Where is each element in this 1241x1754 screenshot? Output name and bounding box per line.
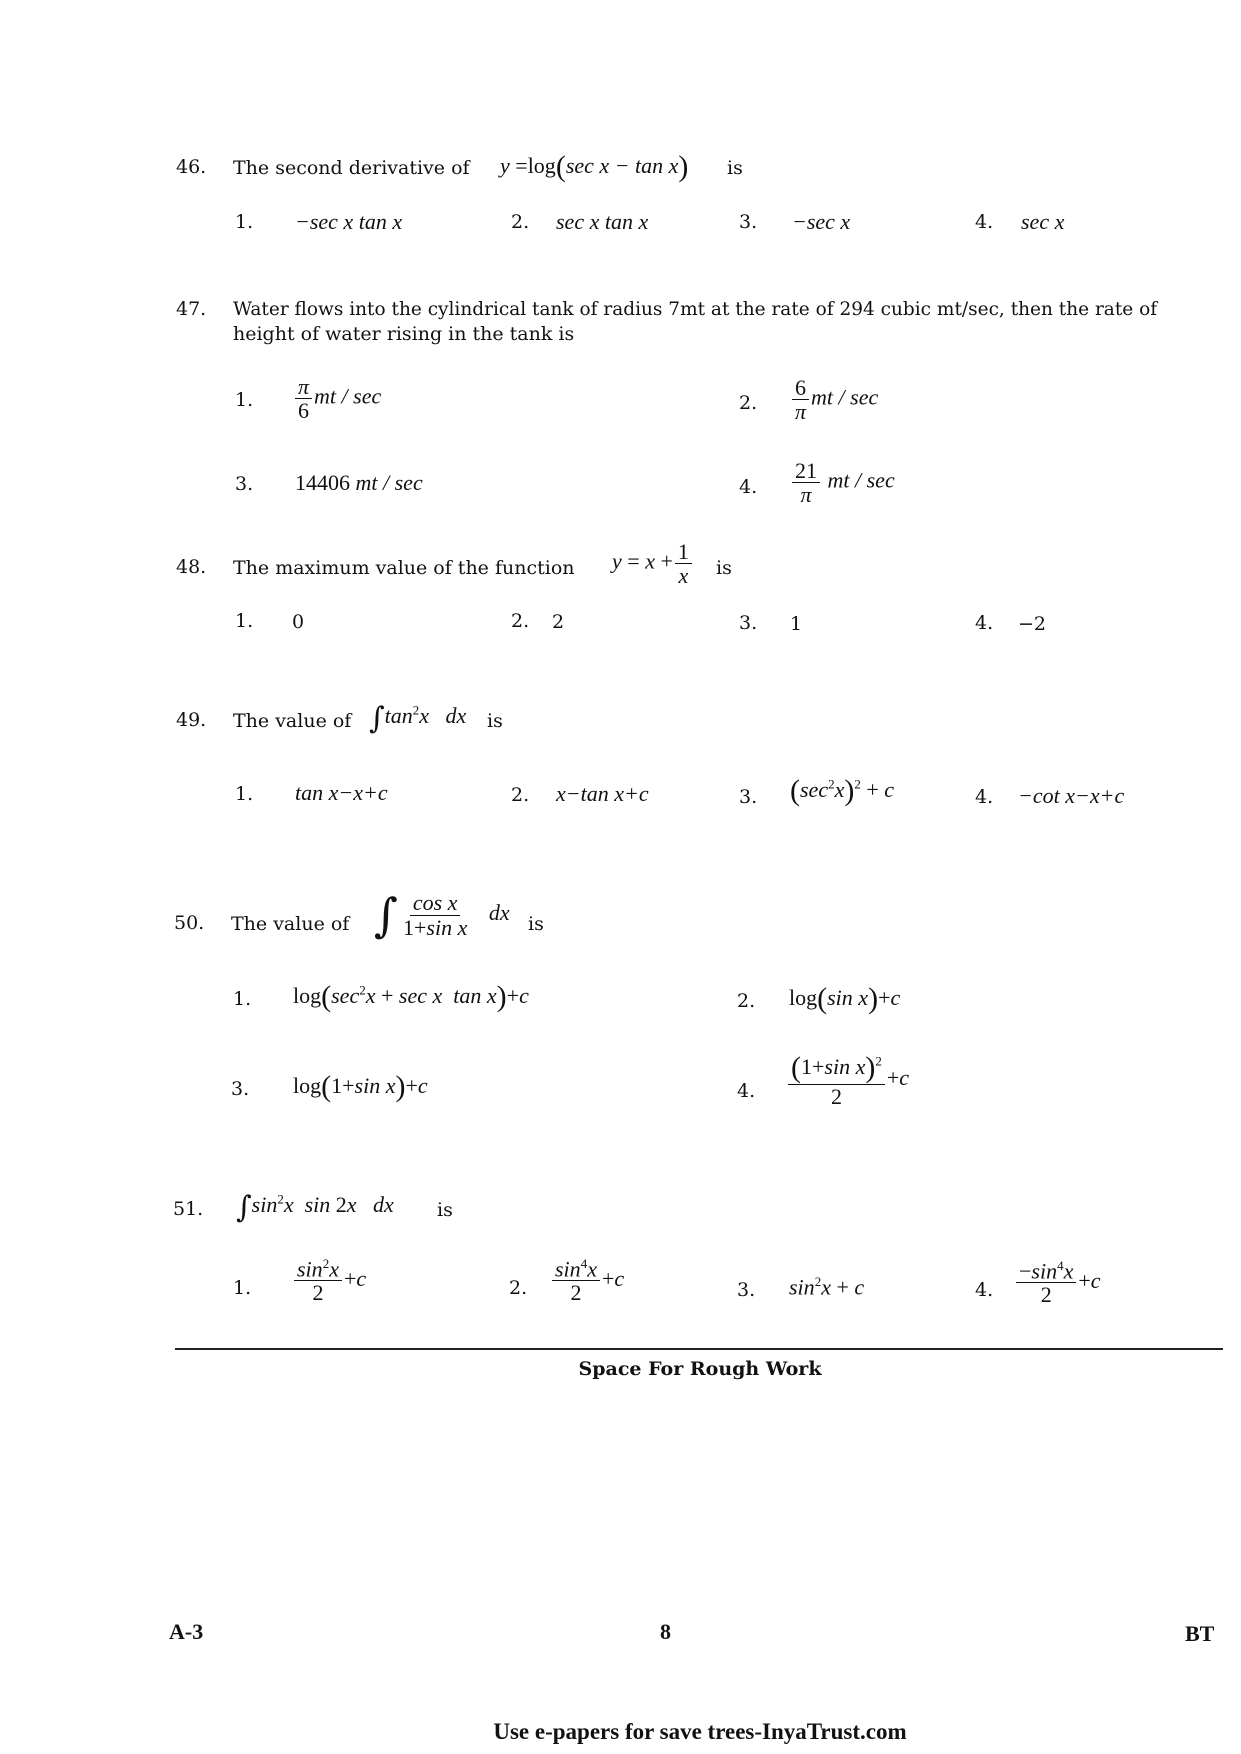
horizontal-divider — [175, 1348, 1223, 1350]
option-expr: log(1+sin x)+c — [293, 1070, 428, 1103]
question-number: 50. — [174, 912, 205, 934]
option-number: 4. — [975, 786, 994, 808]
question-suffix: is — [716, 557, 732, 579]
option-number: 2. — [511, 211, 530, 233]
option-number: 2. — [739, 392, 758, 414]
option-number: 1. — [235, 783, 254, 805]
option-expr: $\frac{\sin^4x}{2}$ +c — [550, 1257, 624, 1305]
question-suffix: is — [528, 913, 544, 935]
option-number: 3. — [231, 1078, 250, 1100]
question-text: The maximum value of the function — [233, 557, 575, 579]
question-formula: y = x + $\frac{1}{x}$ — [612, 540, 694, 587]
option-expr: $\frac{\sin^2x}{2}$ +c — [292, 1257, 366, 1305]
option-number: 2. — [511, 610, 530, 632]
question-number: 47. — [176, 298, 207, 320]
option-expr: $\frac{\pi}{6}$ mt / sec — [293, 375, 381, 422]
option-expr: −sec x — [792, 209, 851, 234]
option-number: 4. — [737, 1080, 756, 1102]
option-number: 2. — [509, 1277, 528, 1299]
option-expr: $\sin^2x + c$ — [789, 1274, 865, 1300]
option-expr: −sec x tan x — [295, 209, 403, 234]
option-number: 1. — [235, 211, 254, 233]
footer-credit: Use e-papers for save trees-InyaTrust.com — [493, 1719, 907, 1744]
question-suffix: is — [487, 710, 503, 732]
question-text-line1: Water flows into the cylindrical tank of radius 7mt at the rate of 294 cubic mt/sec, then the rate of — [233, 299, 1158, 320]
page-number: 8 — [660, 1619, 671, 1644]
question-text: The value of — [233, 710, 352, 732]
option-unit: mt / sec — [355, 470, 423, 495]
option-expr: $\frac{6}{\pi}$ mt / sec — [790, 376, 878, 423]
option-expr: 2 — [552, 611, 565, 633]
option-expr: 1 — [790, 613, 803, 635]
question-number: 46. — [176, 156, 207, 178]
option-expr: $(\sec^2x)^2 + c$ — [790, 774, 895, 807]
option-value: 14406 — [295, 470, 350, 495]
option-expr: $\frac{(1+\sin x)^2}{2}$ +c — [786, 1052, 909, 1108]
option-number: 4. — [975, 211, 994, 233]
option-number: 2. — [737, 990, 756, 1012]
question-text: The value of — [231, 913, 350, 935]
question-number: 51. — [173, 1198, 204, 1220]
option-expr: 0 — [292, 611, 305, 633]
rough-work-label: Space For Rough Work — [578, 1358, 822, 1380]
question-formula: y =log(sec x − tan x) — [500, 150, 689, 183]
option-expr: x−tan x+c — [556, 781, 649, 806]
question-number: 49. — [176, 709, 207, 731]
option-number: 1. — [235, 389, 254, 411]
option-expr: −cot x−x+c — [1018, 783, 1125, 808]
option-number: 1. — [235, 610, 254, 632]
option-expr: $\log(\sec^2x + \sec x$ tan x)+c — [293, 980, 529, 1013]
question-suffix: is — [727, 157, 743, 179]
question-formula: $\int\sin^2x$ sin 2x dx — [236, 1190, 394, 1225]
option-expr: sec x tan x — [556, 209, 649, 234]
question-formula: ∫ $\frac{\text{cos x}}{\text{1+sin x}}$ dx — [374, 888, 510, 942]
option-number: 4. — [975, 1279, 994, 1301]
option-number: 3. — [739, 211, 758, 233]
option-number: 1. — [233, 1277, 252, 1299]
question-number: 48. — [176, 556, 207, 578]
option-number: 2. — [511, 784, 530, 806]
option-expr: log(sin x)+c — [789, 982, 901, 1015]
footer-code: A-3 — [169, 1619, 204, 1644]
question-suffix: is — [437, 1199, 453, 1221]
question-text-line2: height of water rising in the tank is — [233, 323, 575, 345]
option-number: 1. — [233, 988, 252, 1010]
footer-series: BT — [1185, 1621, 1215, 1646]
option-unit: mt / sec — [314, 383, 382, 409]
option-number: 3. — [737, 1279, 756, 1301]
option-number: 3. — [739, 786, 758, 808]
question-text: The second derivative of — [233, 157, 470, 179]
option-unit: mt / sec — [827, 467, 895, 493]
option-expr: $\frac{21}{\pi}$ mt / sec — [790, 459, 895, 506]
option-expr: −2 — [1018, 613, 1047, 635]
option-number: 4. — [739, 476, 758, 498]
option-expr: $\frac{-\sin^4x}{2}$ +c — [1014, 1259, 1101, 1307]
option-unit: mt / sec — [811, 384, 879, 410]
option-number: 3. — [739, 612, 758, 634]
option-expr: sec x — [1021, 209, 1065, 234]
question-formula: $\int\tan^2x$ dx — [369, 701, 467, 736]
option-expr — [295, 470, 423, 496]
option-expr: tan x−x+c — [295, 780, 388, 805]
option-number: 4. — [975, 612, 994, 634]
option-number: 3. — [235, 473, 254, 495]
